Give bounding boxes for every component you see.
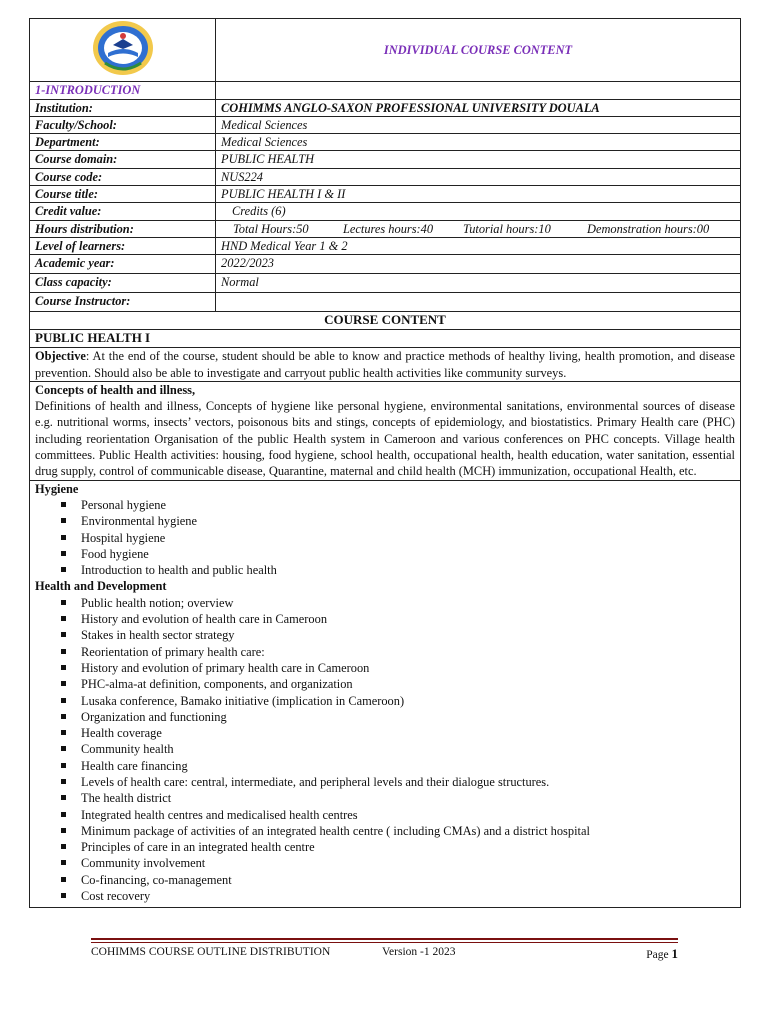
list-item: Health care financing <box>81 758 735 774</box>
info-label: Class capacity: <box>30 274 216 293</box>
list-item: Personal hygiene <box>81 497 735 513</box>
list-item: Principles of care in an integrated health centre <box>81 839 735 855</box>
info-label: Course title: <box>30 186 216 203</box>
list-item: History and evolution of health care in Cameroon <box>81 611 735 627</box>
intro-heading: 1-INTRODUCTION <box>30 82 216 99</box>
course-outline-page <box>29 18 740 908</box>
list-item: The health district <box>81 790 735 806</box>
hours-distribution-value <box>216 220 741 237</box>
hours-part: Tutorial hours:10 <box>463 221 551 236</box>
info-value <box>216 293 741 312</box>
info-value: Normal <box>216 274 741 293</box>
hygiene-list <box>35 497 735 578</box>
list-item: Reorientation of primary health care: <box>81 644 735 660</box>
hours-part: Lectures hours:40 <box>343 221 434 236</box>
list-item: Minimum package of activities of an integrated health centre ( including CMAs) and a district hospital <box>81 823 735 839</box>
hours-part: Demonstration hours:00 <box>587 221 710 236</box>
concepts-block <box>30 381 741 480</box>
info-label: Academic year: <box>30 255 216 274</box>
info-label: Course domain: <box>30 151 216 168</box>
info-value: 2022/2023 <box>216 255 741 274</box>
page-number-value: 1 <box>671 946 678 961</box>
list-item: Levels of health care: central, intermediate, and peripheral levels and their dialogue structures. <box>81 774 735 790</box>
list-item: History and evolution of primary health care in Cameroon <box>81 660 735 676</box>
objective-text: : At the end of the course, student should be able to know and practice methods of healthy living, health promotion, and disease prevention. Should also be able to investigate and carryout public health activities like community surveys. <box>35 349 735 380</box>
info-value: PUBLIC HEALTH <box>216 151 741 168</box>
list-item: Hospital hygiene <box>81 530 735 546</box>
list-item: Environmental hygiene <box>81 513 735 529</box>
footer-distribution-text: COHIMMS COURSE OUTLINE DISTRIBUTION <box>91 946 331 958</box>
list-item: Co-financing, co-management <box>81 872 735 888</box>
topics-block <box>30 480 741 908</box>
info-label: Course code: <box>30 168 216 185</box>
info-value: HND Medical Year 1 & 2 <box>216 237 741 254</box>
info-value: Medical Sciences <box>216 134 741 151</box>
info-value: Medical Sciences <box>216 116 741 133</box>
hours-part: Total Hours:50 <box>233 221 309 236</box>
logo-cell <box>30 19 216 82</box>
concepts-heading: Concepts of health and illness, <box>35 382 196 397</box>
list-item: Cost recovery <box>81 888 735 904</box>
info-label: Level of learners: <box>30 237 216 254</box>
development-list <box>35 595 735 905</box>
info-label: Course Instructor: <box>30 293 216 312</box>
info-label: Department: <box>30 134 216 151</box>
university-seal-logo <box>91 19 155 77</box>
list-item: Community health <box>81 741 735 757</box>
info-label: Hours distribution: <box>30 220 216 237</box>
info-value: NUS224 <box>216 168 741 185</box>
page-number <box>646 946 678 962</box>
footer-rule-thin <box>91 942 678 943</box>
list-item: Organization and functioning <box>81 709 735 725</box>
page-label: Page <box>646 949 669 961</box>
info-value: PUBLIC HEALTH I & II <box>216 186 741 203</box>
list-item: Introduction to health and public health <box>81 562 735 578</box>
info-label: Credit value: <box>30 203 216 220</box>
development-heading: Health and Development <box>35 579 167 594</box>
list-item: Food hygiene <box>81 546 735 562</box>
course-info-table <box>29 18 741 908</box>
list-item: PHC-alma-at definition, components, and organization <box>81 676 735 692</box>
objective-block <box>30 348 741 382</box>
section-heading: PUBLIC HEALTH I <box>30 330 741 348</box>
hygiene-heading: Hygiene <box>35 481 79 496</box>
list-item: Integrated health centres and medicalised health centres <box>81 807 735 823</box>
info-label: Faculty/School: <box>30 116 216 133</box>
info-value: Credits (6) <box>216 203 741 220</box>
list-item: Stakes in health sector strategy <box>81 627 735 643</box>
list-item: Public health notion; overview <box>81 595 735 611</box>
info-label: Institution: <box>30 99 216 116</box>
list-item: Community involvement <box>81 855 735 871</box>
document-title: INDIVIDUAL COURSE CONTENT <box>216 19 741 82</box>
list-item: Health coverage <box>81 725 735 741</box>
course-content-heading: COURSE CONTENT <box>30 312 741 330</box>
concepts-text: Definitions of health and illness, Concepts of hygiene like personal hygiene, environmental sanitations, environmental sources of disease e.g. nutritional worms, insects’ vectors, poisonous bits and stings, concepts of epidemiology, and biostatistics. Primary Health care (PHC) including reorientation Organisation of the public Health system in Cameroon and various conferences on PHC concepts. Village health committees. Public Health activities: housing, food hygiene, school health, occupational health, health education, water sanitation, essential drug supply, control of communicable disease, Quarantine, maternal and child health (MCH) immunization, occupational Health, etc. <box>35 399 735 479</box>
info-value: COHIMMS ANGLO-SAXON PROFESSIONAL UNIVERSITY DOUALA <box>216 99 741 116</box>
footer-rule <box>91 938 678 940</box>
objective-label: Objective <box>35 349 86 364</box>
list-item: Lusaka conference, Bamako initiative (implication in Cameroon) <box>81 693 735 709</box>
footer-version-text: Version -1 2023 <box>382 946 456 958</box>
